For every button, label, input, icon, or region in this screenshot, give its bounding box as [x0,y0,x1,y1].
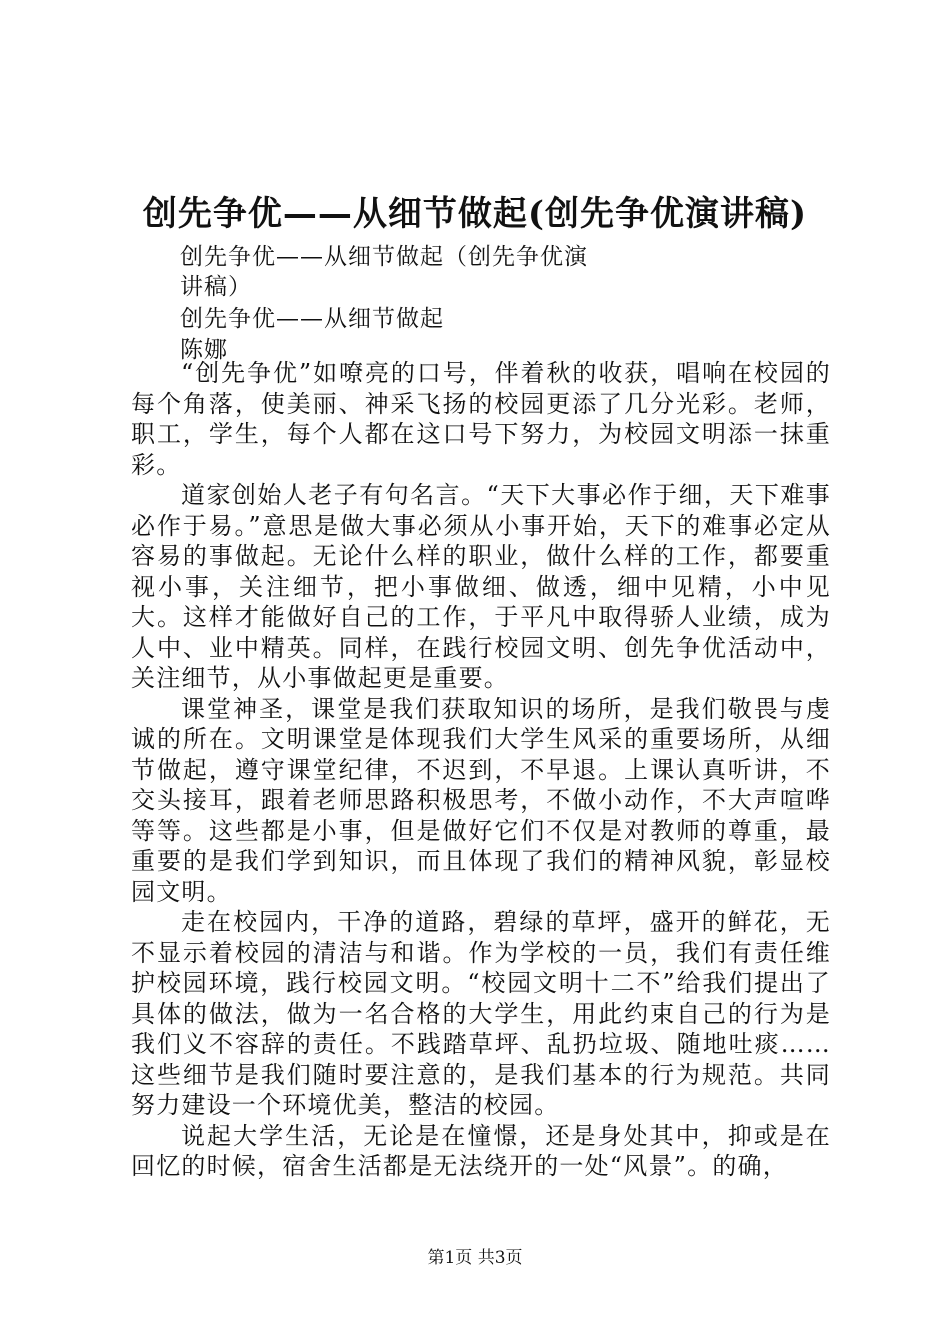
subtitle-line-2: 讲稿） [180,274,252,300]
paragraph: 课堂神圣，课堂是我们获取知识的场所，是我们敬畏与虔诚的所在。文明课堂是体现我们大学生风采的重要场所，从细节做起，遵守课堂纪律，不迟到，不早退。上课认真听讲，不交头接耳，跟着老师思路积极思考，不做小动作，不大声喧哗等等。这些都是小事，但是做好它们不仅是对教师的尊重，最重要的是我们学到知识，而且体现了我们的精神风貌，彰显校园文明。 [131,694,831,906]
document-title: 创先争优——从细节做起(创先争优演讲稿) [142,194,808,234]
paragraph: 说起大学生活，无论是在憧憬，还是身处其中，抑或是在回忆的时候，宿舍生活都是无法绕开的一处“风景”。的确， [131,1121,831,1180]
page-footer: 第1页 共3页 [427,1248,523,1268]
author-name: 陈娜 [180,337,228,363]
paragraph: 道家创始人老子有句名言。“天下大事必作于细，天下难事必作于易。”意思是做大事必须从小事开始，天下的难事必定从容易的事做起。无论什么样的职业，做什么样的工作，都要重视小事，关注细节，把小事做细、做透，细中见精，小中见大。这样才能做好自己的工作，于平凡中取得骄人业绩，成为人中、业中精英。同样，在践行校园文明、创先争优活动中，关注细节，从小事做起更是重要。 [131,481,831,692]
section-heading: 创先争优——从细节做起 [180,306,444,332]
paragraph: 走在校园内，干净的道路，碧绿的草坪，盛开的鲜花，无不显示着校园的清洁与和谐。作为学校的一员，我们有责任维护校园环境，践行校园文明。“校园文明十二不”给我们提出了具体的做法，做为一名合格的大学生，用此约束自己的行为是我们义不容辞的责任。不践踏草坪、乱扔垃圾、随地吐痰……这些细节是我们随时要注意的，是我们基本的行为规范。共同努力建设一个环境优美，整洁的校园。 [131,908,831,1119]
paragraph: “创先争优”如嘹亮的口号，伴着秋的收获，唱响在校园的每个角落，使美丽、神采飞扬的校园更添了几分光彩。老师，职工，学生，每个人都在这口号下努力，为校园文明添一抹重彩。 [131,359,831,479]
body-text [131,358,831,1182]
subtitle-line-1: 创先争优——从细节做起（创先争优演 [180,244,588,270]
